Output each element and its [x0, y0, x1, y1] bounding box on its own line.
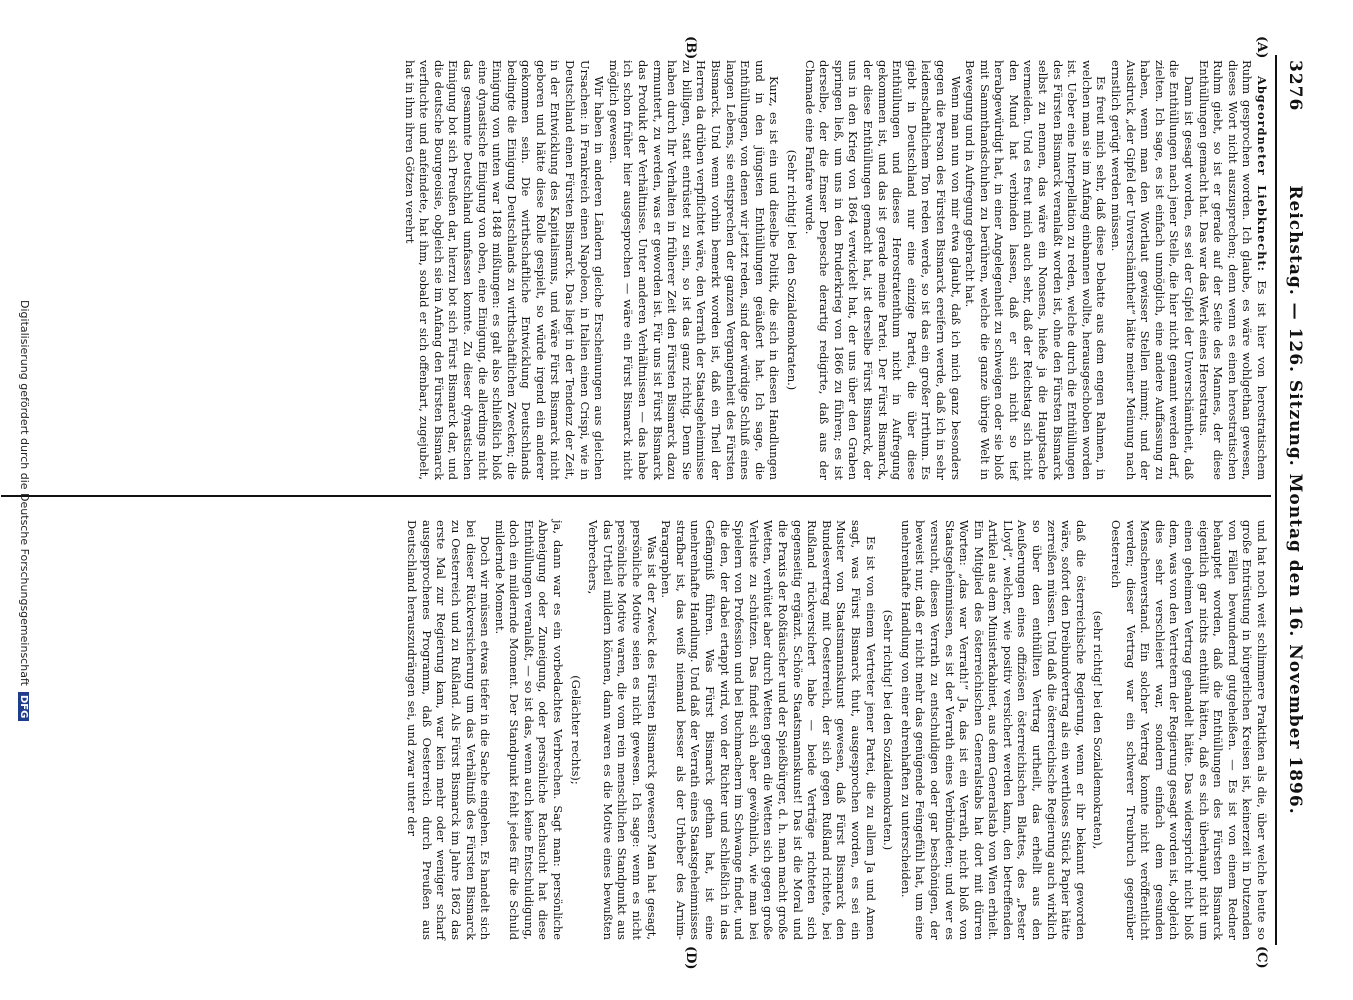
paragraph: Kurz, es ist ein und dieselbe Politik, die sich in diesen Handlungen und in den jüngsten Enthüllungen geäußert hat. Ich sage, die Enthüllungen, von denen wir jetzt reden, sind der würdige Schluß eines langen Lebens, sie entsprechen der ganzen Vergangenheit des Fürsten Bismarck. Und wenn vorhin bemerkt worden ist, daß ein Theil der Herren da drüben verpflichtet wäre, den Verrath der Staatsgeheimnisse zu billigen, statt entrüstet zu sein, so ist das ganz richtig. Denn Sie haben durch Ihr Verhalten in früherer Zeit den Fürsten Bismarck dazu ermuntert, zu werden, was er geworden ist. Für uns ist Fürst Bismarck das Produkt der Verhältnisse. Unter anderen Verhältnissen — das habe ich schon früher hier ausgesprochen — wäre ein Fürst Bismarck nicht möglich gewesen.: [606, 60, 782, 480]
paragraph: Wenn man nun von mir etwa glaubt, daß ich mich ganz besonders gegen die Person des Fürsten Bismarck ereifern werde, daß ich in sehr leidenschaftlichem Ton reden werde, so ist das ein großer Irrthum. Es giebt in Deutschland nur eine einzige Partei, die über diese Enthüllungen und dieses Herostratenthum nicht in Aufregung gekommen ist, und das ist gerade meine Partei. Der Fürst Bismarck, der diese Enthüllungen gemacht hat, ist derselbe Fürst Bismarck, der uns in den Krieg von 1864 verwickelt hat, der uns über den Graben springen ließ, um uns in den Bruderkrieg von 1866 zu führen; es ist derselbe, der die Emser Depesche derartig redigirte, daß aus der Chamade eine Fanfare wurde.: [802, 60, 963, 480]
dfg-logo: DFG: [18, 692, 29, 721]
paragraph: Doch wir müssen etwas tiefer in die Sache eingehen. Es handelt sich bei dieser Rückversicherung um das Verhältniß des Fürsten Bismarck zu Oesterreich und zu Rußland. Als Fürst Bismarck im Jahre 1862 das erste Mal zur Regierung kam, war kein mehr oder weniger scharf ausgesprochenes Programm, daß Oesterreich durch Preußen aus Deutschland herauszudrängen sei, und zwar unter der: [405, 520, 493, 940]
paragraph: Wir haben in anderen Ländern gleiche Erscheinungen aus gleichen Ursachen: in Frankreich einen Napoleon, in Italien einen Crispi, wie in Deutschland einen Fürsten Bismarck. Das liegt in der Tendenz der Zeit, in der Entwicklung des Kapitalismus, und wäre Fürst Bismarck nicht geboren und hätte diese Rolle gespielt, so würde irgend ein anderer gekommen sein. Die wirthschaftliche Entwicklung Deutschlands bedingte die Einigung Deutschlands zu wirthschaftlichen Zwecken; die Einigung von unten war 1848 mißlungen: es galt also schließlich bloß eine dynastische Einigung von oben, eine Einigung, die allerdings nicht das gesammte Deutschland umfassen konnte. Zu dieser dynastischen Einigung bot sich Preußen dar, hierzu bot sich Fürst Bismarck dar, und die deutsche Bourgeoisie, obgleich sie im Anfang den Fürsten Bismarck verfluchte und anfeindete, hat ihm, sobald er sich offenbart, zugejubelt, hat in ihm ihren Götzen verehrt: [402, 60, 607, 480]
interjection: (sehr richtig! bei den Sozialdemokraten),: [1091, 610, 1106, 850]
paragraph: und hat noch weit schlimmere Praktiken als die, über welche heute so große Entrüstung in bürgerlichen Kreisen ist, keinerzeit in Dutzenden von Fällen bewundernd gutgeheißen. — Es ist von einem Redner behauptet worden, daß die Enthüllungen des Fürsten Bismarck eigentlich gar nichts enthüllt hätten, daß es sich überhaupt nicht um einen geheimen Vertrag gehandelt hätte. Das widerspricht nicht bloß dem, was von den Vertretern der Regierung gesagt worden ist, obgleich dies sehr verschleiert war, sondern einfach dem gesunden Menschenverstand. Ein solcher Vertrag konnte nicht veröffentlicht werden; dieser Vertrag war ein schwerer Treubruch gegenüber Oesterreich: [1109, 520, 1269, 940]
margin-mark-b: (B): [683, 36, 698, 60]
paragraph: Es ist von einem Vertreter jener Partei, die zu allem Ja und Amen sagt, was Fürst Bismarck thut, ausgesprochen worden, es sei ein Muster von Staatsmannskunst gewesen, daß Fürst Bismarck den Bundesvertrag mit Oesterreich, der sich gegen Rußland richtete, bei Rußland rückversichert habe — beide Verträge richteten sich gegenseitig ergänzt. Schöne Staatsmannskunst! Das ist die Moral und die Praxis der Roßtäuscher und der Spießbürger, d. h. man macht große Wetten, verhütet aber durch Wetten gegen die Wetten sich gegen große Verluste zu schützen. Das findet sich aber gewöhnlich, wie man bei Spielern von Profession und bei Buchmachern im Schwange findet, und die den, der dabei ertappt wird, von der Richter und schließlich in das Gefängniß führen. Was Fürst Bismarck gethan hat, ist eine unehrenhafte Handlung. Und daß der Verrath eines Staatsgeheimnisses strafbar ist, das weiß niemand besser als der Urheber des Arnim-Paragraphen.: [659, 520, 878, 940]
margin-mark-c: (C): [1254, 946, 1269, 969]
interjection: (Sehr richtig! bei den Sozialdemokraten.): [881, 609, 896, 851]
paragraph: Abgeordneter Liebknecht: Es ist hier von herostratischem Ruhm gesprochen worden. Ich glaube, es wäre wohlgethan gewesen, dieses Wort nicht auszusprechen; denn wenn es einen herostratischen Ruhm giebt, so ist er gerade auf der Seite des Mannes, der diese Enthüllungen gemacht hat. Das war das Werk eines Herostratus.: [1196, 60, 1269, 481]
header-rule: [1275, 55, 1277, 945]
margin-mark-d: (D): [683, 946, 698, 970]
page-header: [1275, 60, 1305, 940]
paragraph: daß die österreichische Regierung, wenn er ihr bekannt geworden wäre, sofort den Dreibundvertrag als ein werthloses Stück Papier hätte zerreißen müssen. Und daß die österreichische Regierung auch wirklich so über den enthüllten Vertrag urtheilt, das erhellt aus den Aeußerungen eines offiziösen österreichischen Blattes, des „Pester Lloyd“, welcher, wie positiv versichert werden kann, den betreffenden Artikel aus dem Ministerkabinet, aus dem Generalstab von Wien erhielt. Ein Mitglied des österreichischen Generalstabs hat dort mit dürren Worten: „das war Verrath!“ Ja, das ist ein Verrath, nicht bloß von Staatsgeheimnissen, es ist der Verrath eines Verbündeten; und wer es versucht, diesen Verrath zu entschuldigen oder gar beschönigen, der beweist nur, daß er nicht mehr das genügende Feingefühl hat, um eine unehrenhafte Handlung von einer ehrenhaften zu unterscheiden.: [898, 520, 1088, 940]
credit-text: Digitalisierung gefördert durch die Deutsche Forschungsgemeinschaft: [18, 300, 31, 686]
speaker-name: Abgeordneter Liebknecht:: [1255, 76, 1269, 272]
page-number: 3276: [1285, 60, 1305, 112]
margin-mark-a: (A): [1254, 36, 1269, 59]
interjection: (Sehr richtig! bei den Sozialdemokraten.): [785, 149, 799, 391]
left-column: [402, 60, 1269, 480]
right-column: [405, 520, 1269, 940]
digitization-credit: [18, 300, 31, 721]
interjection: (Gelächter rechts);: [568, 675, 583, 785]
paragraph: ja, dann war es ein vorbedachtes Verbrechen. Sagt man: persönliche Abneigung oder Zuneigung, oder persönliche Rachsucht hat diese Enthüllungen veranlaßt, — so ist das, wenn auch keine Entschuldigung, doch ein mildernde Moment. Der Standpunkt fehlt jedes für die Schuld mildernde Moment.: [492, 520, 566, 940]
paragraph: Dann ist gesagt worden, es sei der Gipfel der Unverschämtheit, daß die Enthüllungen nach jener Stelle, die hier nicht genannt werden darf, zielten. Ich sage, es ist einfach unmöglich, eine andere Auffassung zu haben, wenn man den Wortlaut gewisser Stellen nimmt; und der Ausdruck „der Gipfel der Unverschämtheit“ hätte meiner Meinung nach ernstlich gerügt werden müssen.: [1109, 60, 1197, 480]
column-divider: [1, 495, 1271, 497]
paragraph: Was ist der Zweck des Fürsten Bismarck gewesen? Man hat gesagt, persönliche Motive seien es nicht gewesen. Ich sage: wenn es nicht persönliche Motive waren, die vom rein menschlichen Standpunkt aus das Urtheil mildern können, dann waren es die Motive eines bewußten Verbrechers,: [586, 520, 659, 940]
session-line: Reichstag. — 126. Sitzung. Montag den 16. November 1896.: [1285, 185, 1305, 815]
paragraph: Es freut mich sehr, daß diese Debatte aus dem engen Rahmen, in welchen man sie im Anfang einbannen wollte, herausgeschoben worden ist. Ueber eine Interpellation zu reden, welche durch die Enthüllungen des Fürsten Bismarck veranlaßt worden ist, ohne den Fürsten Bismarck selbst zu nennen, das wäre ein Nonsens, hieße ja die Hauptsache vermeiden. Und es freut mich auch sehr, daß der Reichstag sich nicht den Mund hat verbinden lassen, daß er sich nicht so tief herabgewürdigt hat, in einer Angelegenheit zu schweigen oder sie bloß mit Sammthandschuhen zu berühren, welche die ganze übrige Welt in Bewegung und in Aufregung gebracht hat.: [963, 60, 1109, 480]
